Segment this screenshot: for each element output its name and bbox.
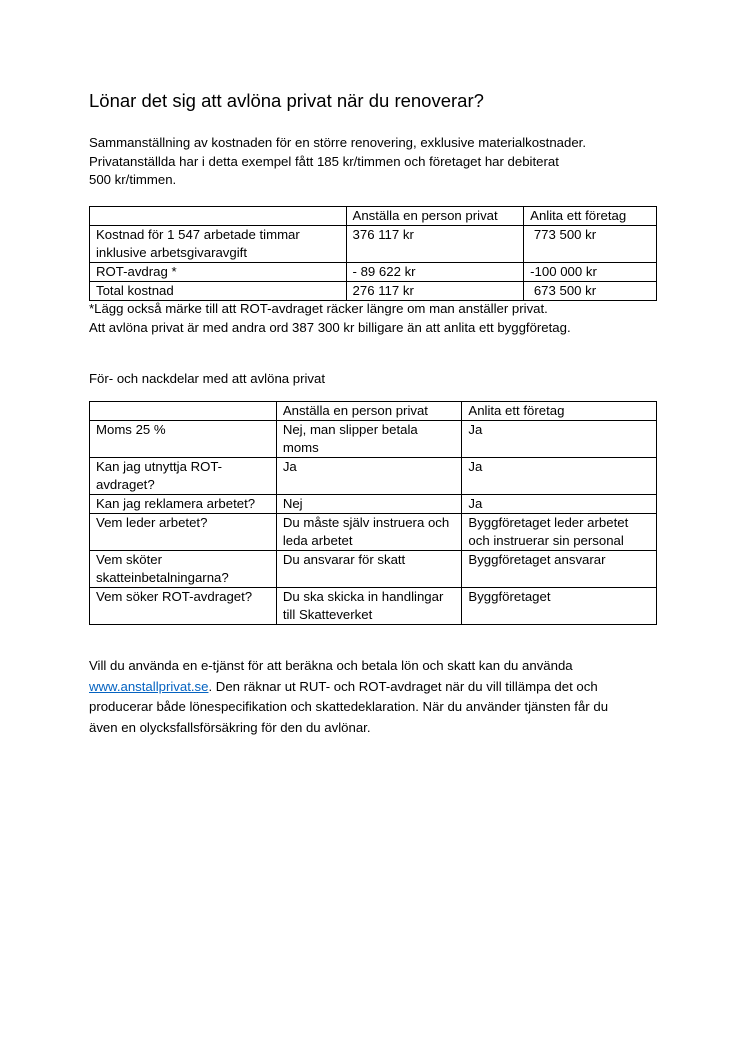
table-header-row [90,402,657,421]
table-row [90,588,657,625]
cell-value: Ja [276,458,462,495]
section-heading: För- och nackdelar med att avlöna privat [89,371,326,386]
row-label: Kostnad för 1 547 arbetade timmar inklusive arbetsgivaravgift [90,226,347,263]
table-row [90,458,657,495]
cell-value: Du ska skicka in handlingar till Skatteverket [276,588,462,625]
table-row [90,263,657,282]
outro-line: Vill du använda en e-tjänst för att beräkna och betala lön och skatt kan du använda [89,658,573,673]
row-label: Total kostnad [90,282,347,301]
cell-value: Byggföretaget [462,588,657,625]
cell-value: Du ansvarar för skatt [276,551,462,588]
table-row [90,421,657,458]
table-row [90,514,657,551]
cell-value: 673 500 kr [524,282,657,301]
cell-value: 276 117 kr [346,282,524,301]
header-cell [90,207,347,226]
cell-value: Byggföretaget leder arbetet och instruerar sin personal [462,514,657,551]
cell-value: -100 000 kr [524,263,657,282]
table-row [90,551,657,588]
cell-value: 773 500 kr [524,226,657,263]
row-label: Kan jag utnyttja ROT-avdraget? [90,458,277,495]
outro-line: även en olycksfallsförsäkring för den du avlönar. [89,719,371,735]
intro-line: 500 kr/timmen. [89,172,177,187]
pros-cons-table [89,401,657,625]
row-label: Vem söker ROT-avdraget? [90,588,277,625]
row-label: ROT-avdrag * [90,263,347,282]
row-label: Vem sköter skatteinbetalningarna? [90,551,277,588]
notes [89,300,571,337]
header-cell: Anställa en person privat [276,402,462,421]
cell-value: Ja [462,495,657,514]
cell-value: Nej [276,495,462,514]
header-cell: Anställa en person privat [346,207,524,226]
cell-value: Nej, man slipper betala moms [276,421,462,458]
header-cell [90,402,277,421]
row-label: Moms 25 % [90,421,277,458]
intro-line: Sammanställning av kostnaden för en större renovering, exklusive materialkostnader. [89,135,586,150]
table-row [90,495,657,514]
summary-text: Att avlöna privat är med andra ord 387 300 kr billigare än att anlita ett byggföretag. [89,319,571,335]
header-cell: Anlita ett företag [524,207,657,226]
header-cell: Anlita ett företag [462,402,657,421]
cell-value: Ja [462,421,657,458]
row-label: Vem leder arbetet? [90,514,277,551]
outro-text: . Den räknar ut RUT- och ROT-avdraget när du vill tillämpa det och [208,678,598,694]
table-header-row [90,207,657,226]
table-row [90,282,657,301]
cell-value: - 89 622 kr [346,263,524,282]
intro-paragraph [89,134,689,190]
outro-line [89,677,669,698]
anstallprivat-link[interactable]: www.anstallprivat.se [89,678,209,694]
outro-paragraph [89,656,669,738]
row-label: Kan jag reklamera arbetet? [90,495,277,514]
table-row [90,226,657,263]
footnote: *Lägg också märke till att ROT-avdraget räcker längre om man anställer privat. [89,301,548,316]
cell-value: Du måste själv instruera och leda arbetet [276,514,462,551]
page-title: Lönar det sig att avlöna privat när du renoverar? [89,90,484,111]
intro-line: Privatanställda har i detta exempel fått 185 kr/timmen och företaget har debiterat [89,153,559,169]
outro-line: producerar både lönespecifikation och skattedeklaration. När du använder tjänsten får du [89,699,609,714]
cell-value: 376 117 kr [346,226,524,263]
cell-value: Ja [462,458,657,495]
cost-table [89,206,657,301]
cell-value: Byggföretaget ansvarar [462,551,657,588]
